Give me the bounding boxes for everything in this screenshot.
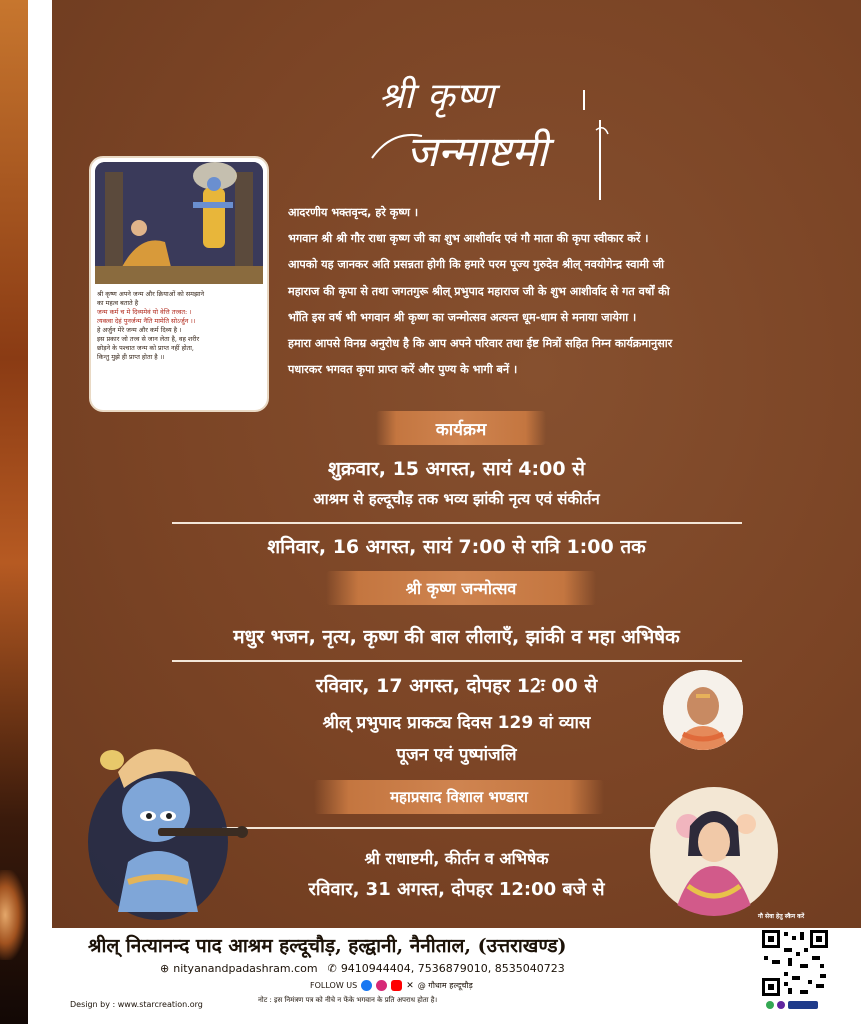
program-heading: कार्यक्रम <box>435 419 487 440</box>
greeting-line: महाराज की कृपा से तथा जगतगुरू श्रील् प्रभुपाद महाराज जी के शुभ आशीर्वाद से गत वर्षों की <box>288 284 670 298</box>
event3-description-1: श्रील् प्रभुपाद प्राकट्य दिवस 129 वां व्यास <box>322 713 591 733</box>
verse-line-sanskrit: त्यक्त्वा देहं पुनर्जन्म नैति मामेति सोऽर्जुन ।। <box>97 317 196 325</box>
left-glow-decoration <box>0 870 26 960</box>
phonepe-icon <box>777 1001 785 1009</box>
ashram-name: श्रील् नित्यानन्द पाद आश्रम हल्दूचौड़, हल्द्वानी, नैनीताल, (उत्तराखण्ड) <box>88 935 567 957</box>
social-handle: @ गौधाम हल्दूचौड़ <box>417 981 473 990</box>
follow-label: FOLLOW US <box>310 981 358 990</box>
event1-date: शुक्रवार, 15 अगस्त, सायं 4:00 से <box>327 458 586 480</box>
disposal-note: नोट : इस निमंत्रण पत्र को नीचे न फेंके भगवान के प्रति अपराध होता है। <box>258 996 438 1004</box>
event3-label-ribbon <box>314 780 604 814</box>
event2-date: शनिवार, 16 अगस्त, सायं 7:00 से रात्रि 1:00 तक <box>267 536 646 558</box>
divider <box>172 522 742 524</box>
verse-line: छोड़ने के पश्चात जन्म को प्राप्त नहीं होता, <box>97 344 194 352</box>
krishna-arjuna-illustration <box>95 162 263 284</box>
verse-line-sanskrit: जन्म कर्म च मे दिव्यमेवं यो वेत्ति तत्त्वत: । <box>97 308 192 316</box>
program-heading-ribbon <box>376 411 546 445</box>
verse-line: का महत्व बताते है <box>97 299 139 307</box>
divider <box>172 660 742 662</box>
instagram-icon[interactable] <box>376 980 387 991</box>
greeting-line: आदरणीय भक्तवृन्द, हरे कृष्ण । <box>288 206 419 219</box>
phone-icon: ✆ <box>327 962 337 975</box>
gita-verse-card <box>89 156 269 412</box>
youtube-icon[interactable] <box>391 980 402 991</box>
baby-krishna-illustration <box>88 732 248 922</box>
gita-verse-text <box>97 290 263 362</box>
radha-portrait <box>648 786 780 916</box>
event2-label-ribbon <box>326 571 596 605</box>
scan-note: गौ सेवा हेतु स्कैन करें <box>758 913 805 920</box>
footer <box>52 928 861 1024</box>
verse-line: हे अर्जुन मेरे जन्म और कर्म दिव्य है । <box>97 326 182 334</box>
divider <box>222 827 702 829</box>
verse-line: श्री कृष्ण अपने जन्म और क्रियाओं को समझाने <box>97 290 204 298</box>
verse-line: किन्तु मुझे ही प्राप्त होता है ।। <box>97 353 165 361</box>
event3-label: महाप्रसाद विशाल भण्डारा <box>390 788 528 806</box>
greeting-paragraph <box>288 200 848 383</box>
invitation-card <box>52 0 861 928</box>
event2-label: श्री कृष्ण जन्मोत्सव <box>405 579 517 598</box>
event1-description: आश्रम से हल्दूचौड़ तक भव्य झांकी नृत्य एवं संकीर्तन <box>313 490 600 508</box>
title-line-1: श्री कृष्ण <box>378 76 496 117</box>
event2-description: मधुर भजन, नृत्य, कृष्ण की बाल लीलाएँ, झांकी व महा अभिषेक <box>233 626 680 648</box>
gpay-icon <box>766 1001 774 1009</box>
qr-code[interactable] <box>760 928 830 998</box>
social-row <box>310 980 473 991</box>
event3-date: रविवार, 17 अगस्त, दोपहर 12ः 00 से <box>315 675 598 697</box>
verse-line: इस प्रकार जो तत्त्व से जान लेता है, वह शरीर <box>97 335 200 343</box>
globe-icon: ⊕ <box>160 962 170 975</box>
prabhupada-portrait <box>663 670 743 750</box>
design-credit: Design by : www.starcreation.org <box>70 1000 203 1009</box>
greeting-line: आपको यह जानकर अति प्रसन्नता होगी कि हमारे परम पूज्य गुरुदेव श्रील् नवयोगेन्द्र स्वामी जी <box>288 258 665 272</box>
greeting-line: पधारकर भगवत कृपा प्राप्त करें और पुण्य के भागी बनें । <box>288 363 518 377</box>
phone-numbers: 9410944404, 7536879010, 8535040723 <box>340 962 565 975</box>
title-line-2: जन्माष्टमी <box>406 127 548 176</box>
greeting-line: भाँति इस वर्ष भी भगवान श्री कृष्ण का जन्मोत्सव अत्यन्त धूम-धाम से मनाया जायेगा । <box>288 310 637 324</box>
facebook-icon[interactable] <box>361 980 372 991</box>
white-margin <box>28 0 52 1024</box>
greeting-line: भगवान श्री श्री गौर राधा कृष्ण जी का शुभ आशीर्वाद एवं गौ माता की कृपा स्वीकार करें । <box>288 232 649 246</box>
website-link[interactable]: nityanandpadashram.com <box>173 962 318 975</box>
payment-logos <box>766 1000 826 1010</box>
x-icon[interactable]: ✕ <box>406 980 414 991</box>
event4-date: रविवार, 31 अगस्त, दोपहर 12:00 बजे से <box>308 879 605 900</box>
event3-description-2: पूजन एवं पुष्पांजलि <box>396 745 517 765</box>
greeting-line: हमारा आपसे विनम्र अनुरोध है कि आप अपने परिवार तथा ईष्ट मित्रों सहित निम्न कार्यक्रमानुसार <box>288 337 673 351</box>
event4-description: श्री राधाष्टमी, कीर्तन व अभिषेक <box>364 849 549 868</box>
paytm-icon <box>788 1001 818 1009</box>
contact-line <box>160 962 565 975</box>
